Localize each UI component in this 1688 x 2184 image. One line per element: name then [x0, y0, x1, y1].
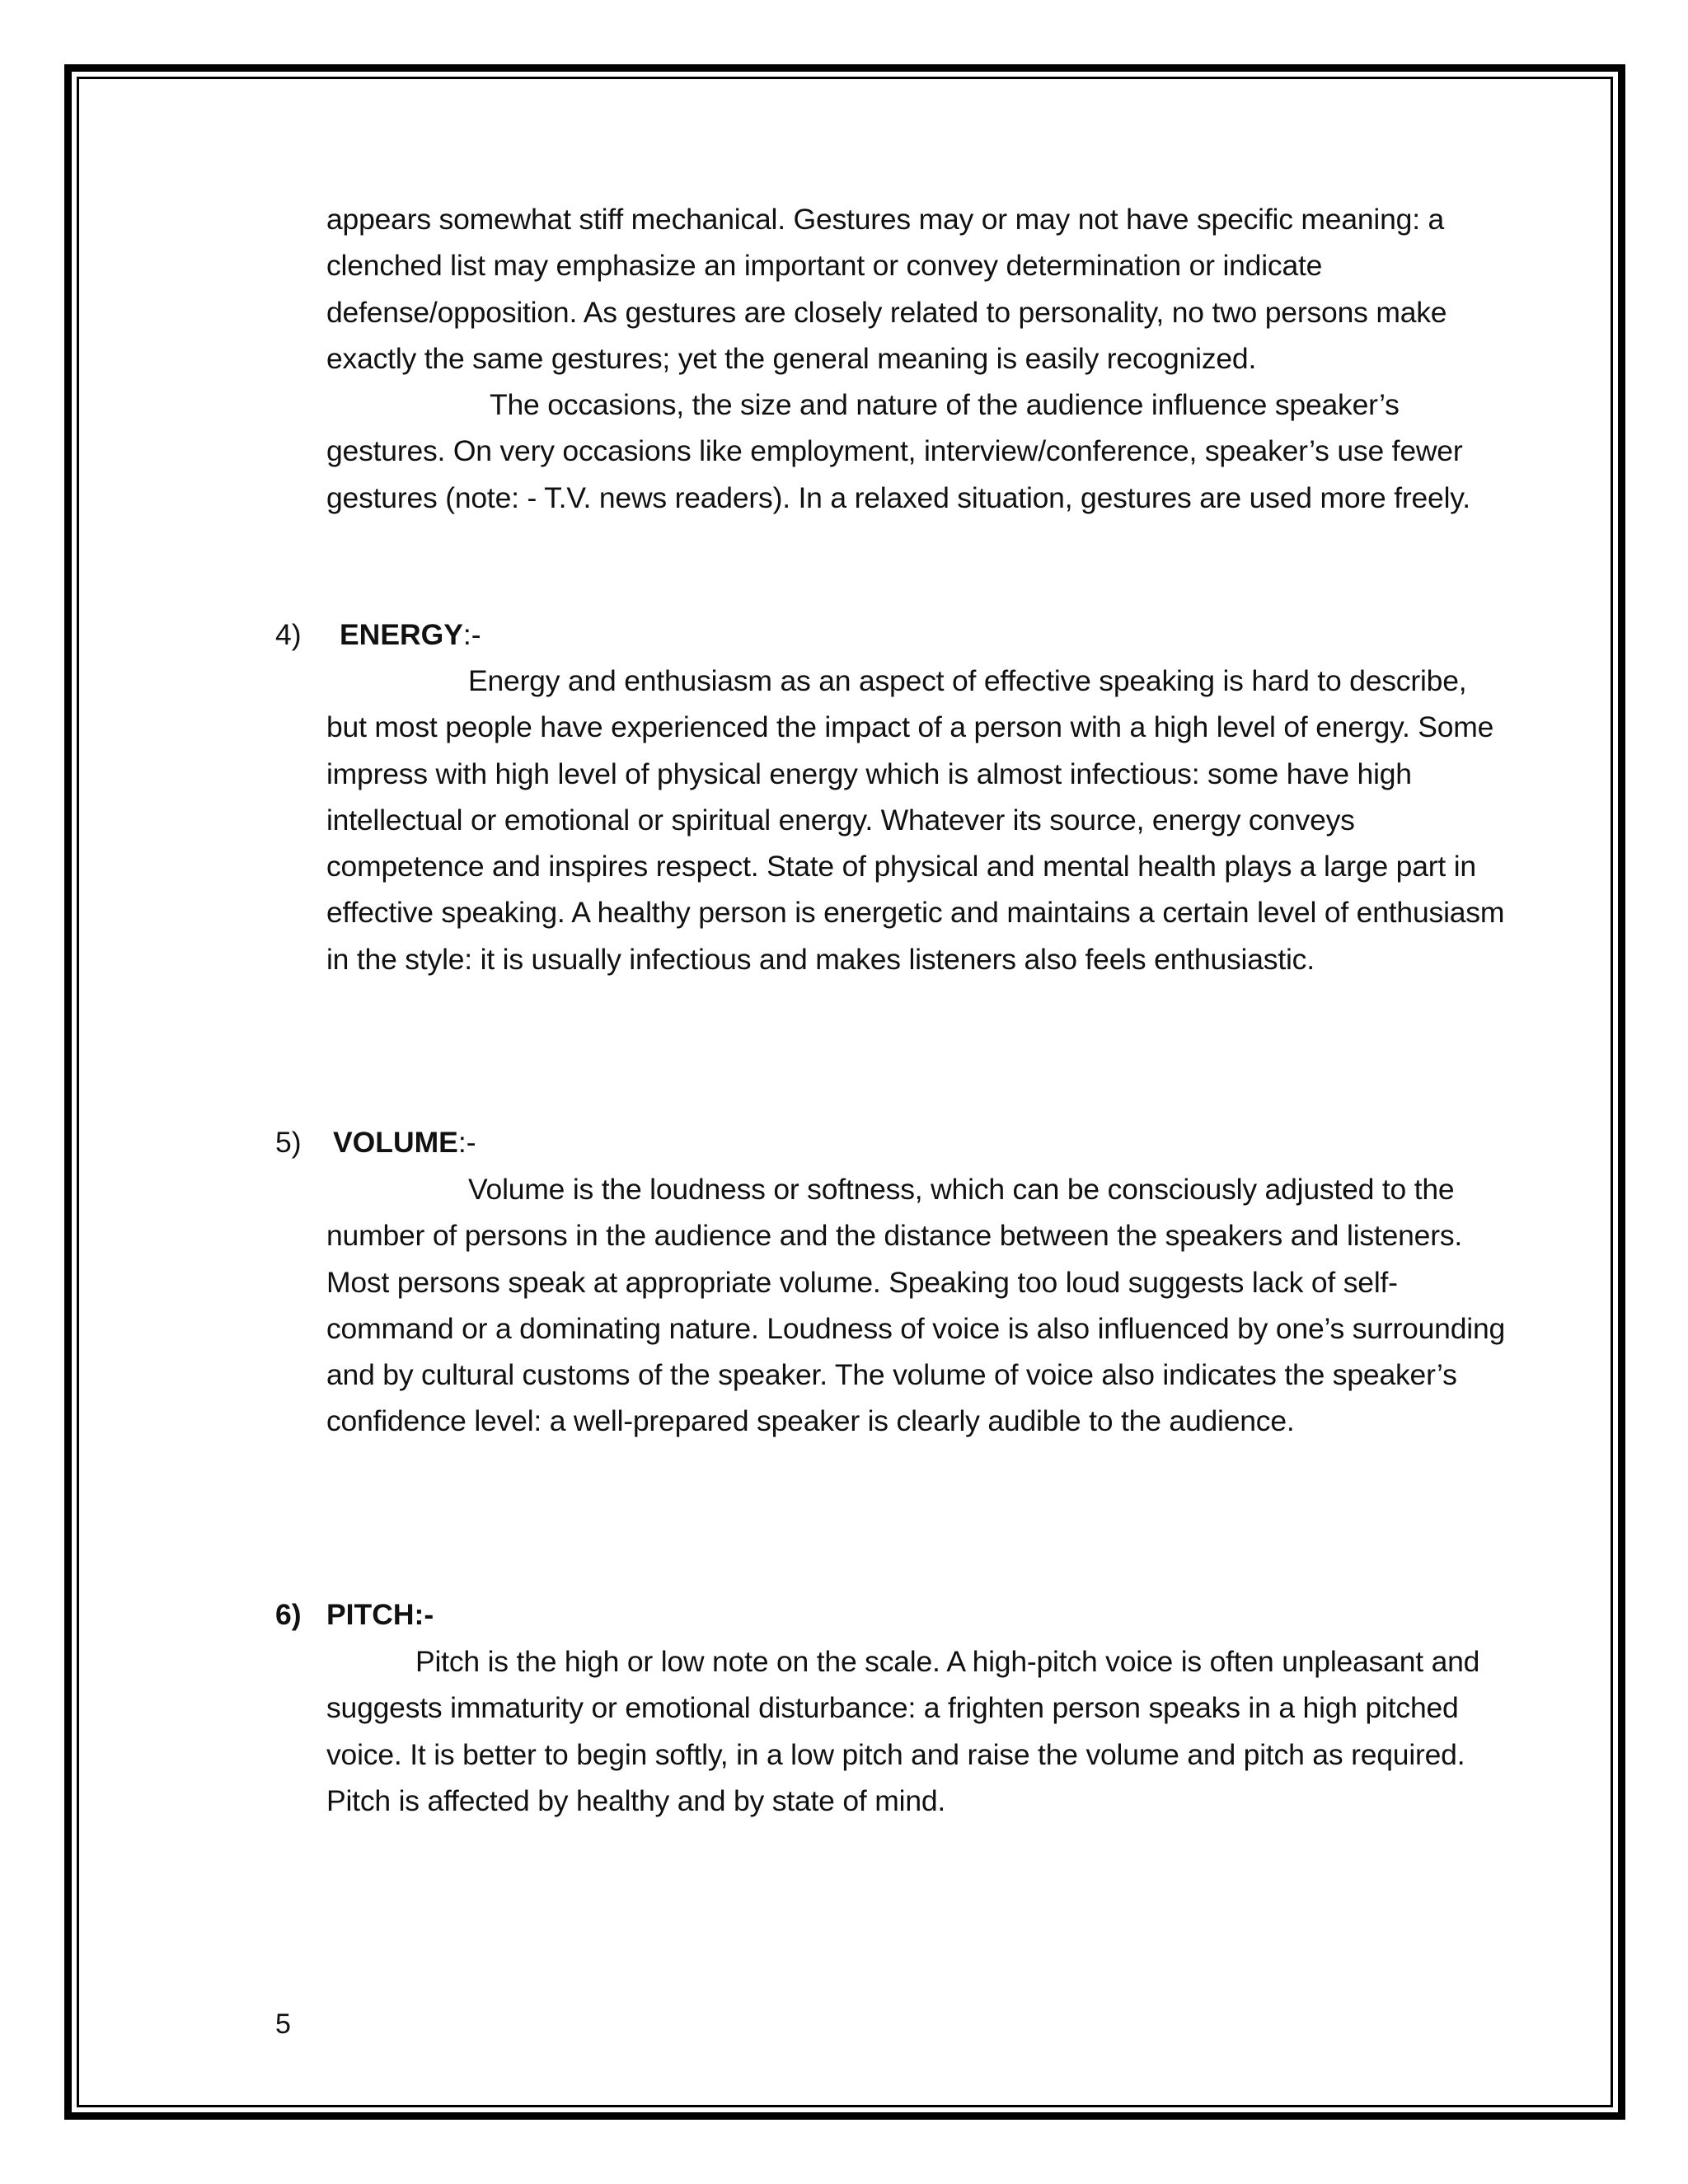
section-title: VOLUME: [333, 1126, 458, 1159]
section-body-pitch: Pitch is the high or low note on the scale. A high-pitch voice is often unpleasant and suggests immaturity or emotional disturbance: a frighten person speaks in a high pitched voice. It is better to begin softly, in a low pitch and raise the volume and pitch as required. Pitch is affected by healthy and by state of mind.: [326, 1645, 1480, 1817]
section-heading-volume: [275, 1119, 476, 1165]
gestures-paragraph-2: The occasions, the size and nature of the audience influence speaker’s gestures. On very occasions like employment, interview/conference, speaker’s use fewer gestures (note: - T.V. news readers). In a relaxed situation, gestures are used more freely.: [326, 388, 1470, 514]
section-title-suffix: :-: [462, 618, 481, 651]
section-number: 4): [275, 618, 302, 651]
section-body-energy: Energy and enthusiasm as an aspect of effective speaking is hard to describe, but most people have experienced the impact of a person with a high level of energy. Some impress with high level of physical energy which is almost infectious: some have high intellectual or emotional or spiritual energy. Whatever its source, energy conveys competence and inspires respect. State of physical and mental health plays a large part in effective speaking. A healthy person is energetic and maintains a certain level of enthusiasm in the style: it is usually infectious and makes listeners also feels enthusiastic.: [326, 664, 1505, 976]
section-number: 5): [275, 1126, 302, 1159]
section-body-volume: Volume is the loudness or softness, which can be consciously adjusted to the number of persons in the audience and the distance between the speakers and listeners. Most persons speak at appropriate volume. Speaking too loud suggests lack of self-command or a dominating nature. Loudness of voice is also influenced by one’s surrounding and by cultural customs of the speaker. The volume of voice also indicates the speaker’s confidence level: a well-prepared speaker is clearly audible to the audience.: [326, 1173, 1506, 1438]
section-title: PITCH:-: [326, 1598, 434, 1631]
section-heading-pitch: [275, 1591, 434, 1638]
page-number: 5: [275, 2008, 291, 2040]
gestures-paragraph-1: appears somewhat stiff mechanical. Gestures may or may not have specific meaning: a clenched list may emphasize an important or convey determination or indicate defense/opposition. As gestures are closely related to personality, no two persons make exactly the same gestures; yet the general meaning is easily recognized.: [326, 203, 1447, 375]
section-title-suffix: :-: [457, 1126, 476, 1159]
section-number: 6): [275, 1598, 302, 1631]
section-title: ENERGY: [340, 618, 463, 651]
section-heading-energy: [275, 612, 481, 658]
